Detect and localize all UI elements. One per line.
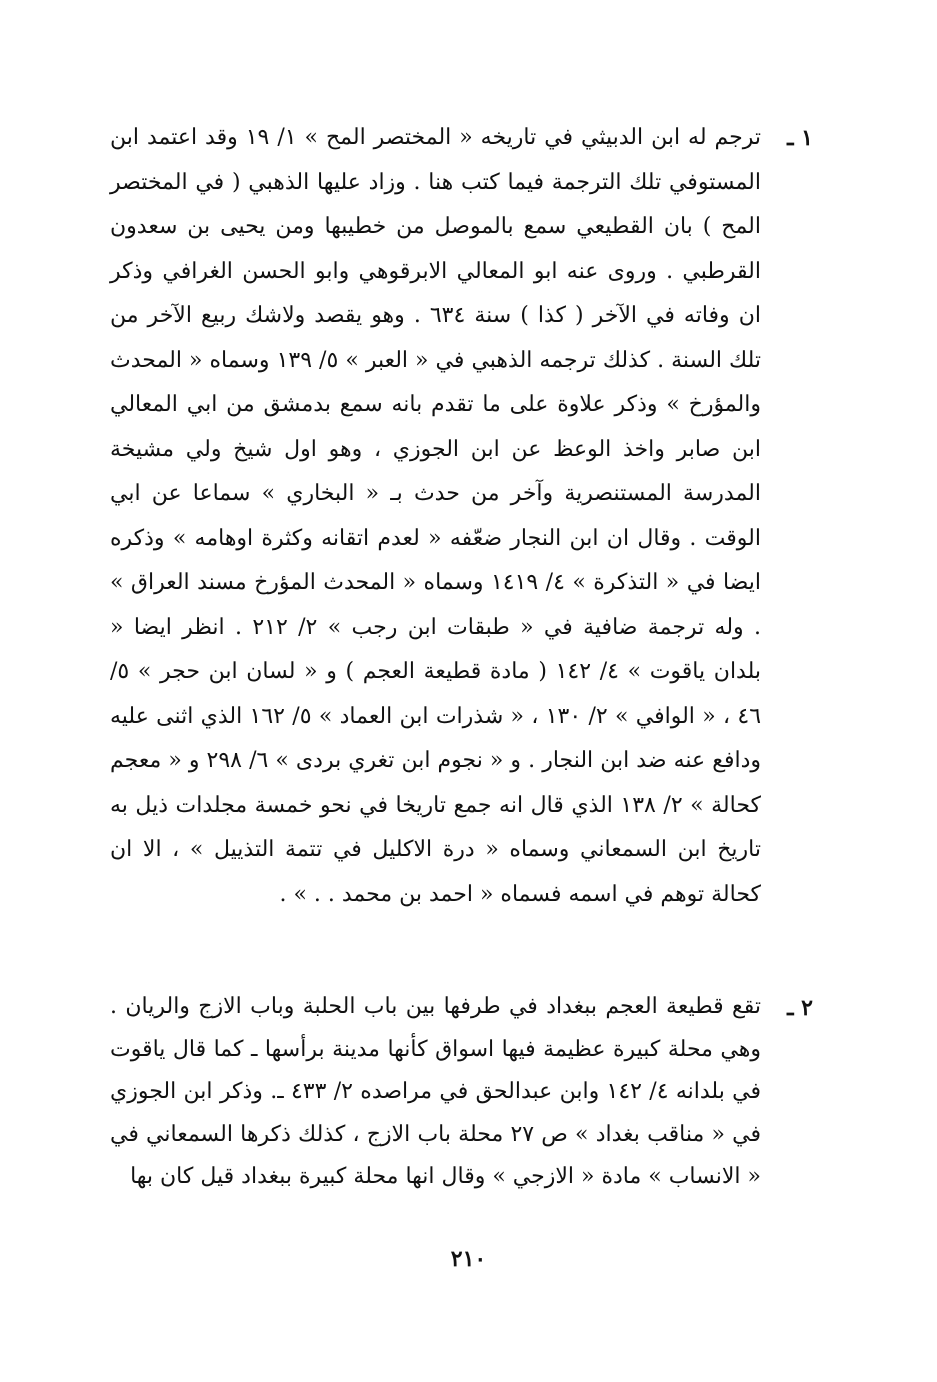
footnote-1-number: ١ ـ <box>787 125 813 151</box>
footnote-1-text: ترجم له ابن الدبيثي في تاريخه « المختصر المح » ١/ ١٩ وقد اعتمد ابن المستوفي تلك الترجمة فيما كتب هنا . وزاد عليها الذهبي ( في المختصر المح ) بان القطيعي سمع بالموصل من خطيبها ومن يحيى بن سعدون القرطبي . وروى عنه ابو المعالي الابرقوهي وابو الحسن الغرافي وذكر ان وفاته في الآخر ( كذا ) سنة ٦٣٤ . وهو يقصد ولاشك ربيع الآخر من تلك السنة . كذلك ترجمه الذهبي في « العبر » ٥/ ١٣٩ وسماه « المحدث والمؤرخ » وذكر علاوة على ما تقدم بانه سمع بدمشق من ابي المعالي ابن صابر واخذ الوعظ عن ابن الجوزي ، وهو اول شيخ ولي مشيخة المدرسة المستنصرية وآخر من حدث بـ « البخاري » سماعا عن ابي الوقت . وقال ان ابن النجار ضعّفه « لعدم اتقانه وكثرة اوهامه » وذكره ايضا في « التذكرة » ٤/ ١٤١٩ وسماه « المحدث المؤرخ مسند العراق » . وله ترجمة ضافية في « طبقات ابن رجب » ٢/ ٢١٢ . انظر ايضا « بلدان ياقوت » ٤/ ١٤٢ ( مادة قطيعة العجم ) و « لسان ابن حجر » ٥/ ٤٦ ، « الوافي » ٢/ ١٣٠ ، « شذرات ابن العماد » ٥/ ١٦٢ الذي اثنى عليه ودافع عنه ضد ابن النجار . و « نجوم ابن تغري بردى » ٦/ ٢٩٨ و « معجم كحالة » ٢/ ١٣٨ الذي قال انه جمع تاريخا في نحو خمسة مجلدات ذيل به تاريخ ابن السمعاني وسماه « درة الاكليل في تتمة التذييل » ، الا ان كحالة توهم في اسمه فسماه « احمد بن محمد . . » . <box>110 125 762 907</box>
footnote-2 <box>110 986 813 1199</box>
footnote-2-number: ٢ ـ <box>787 995 813 1021</box>
footnote-2-text: تقع قطيعة العجم ببغداد في طرفها بين باب الحلبة وباب الازج والريان . وهي محلة كبيرة عظيمة فيها اسواق كأنها مدينة برأسها ـ كما قال ياقوت في بلدانه ٤/ ١٤٢ وابن عبدالحق في مراصده ٢/ ٤٣٣ ـ. وذكر ابن الجوزي في « مناقب بغداد » ص ٢٧ محلة باب الازج ، كذلك ذكرها السمعاني في « الانساب » مادة « الازجي » وقال انها محلة كبيرة ببغداد قيل كان بها <box>110 994 762 1189</box>
footnote-1 <box>110 116 813 917</box>
page-number: ٢١٠ <box>450 1246 487 1272</box>
